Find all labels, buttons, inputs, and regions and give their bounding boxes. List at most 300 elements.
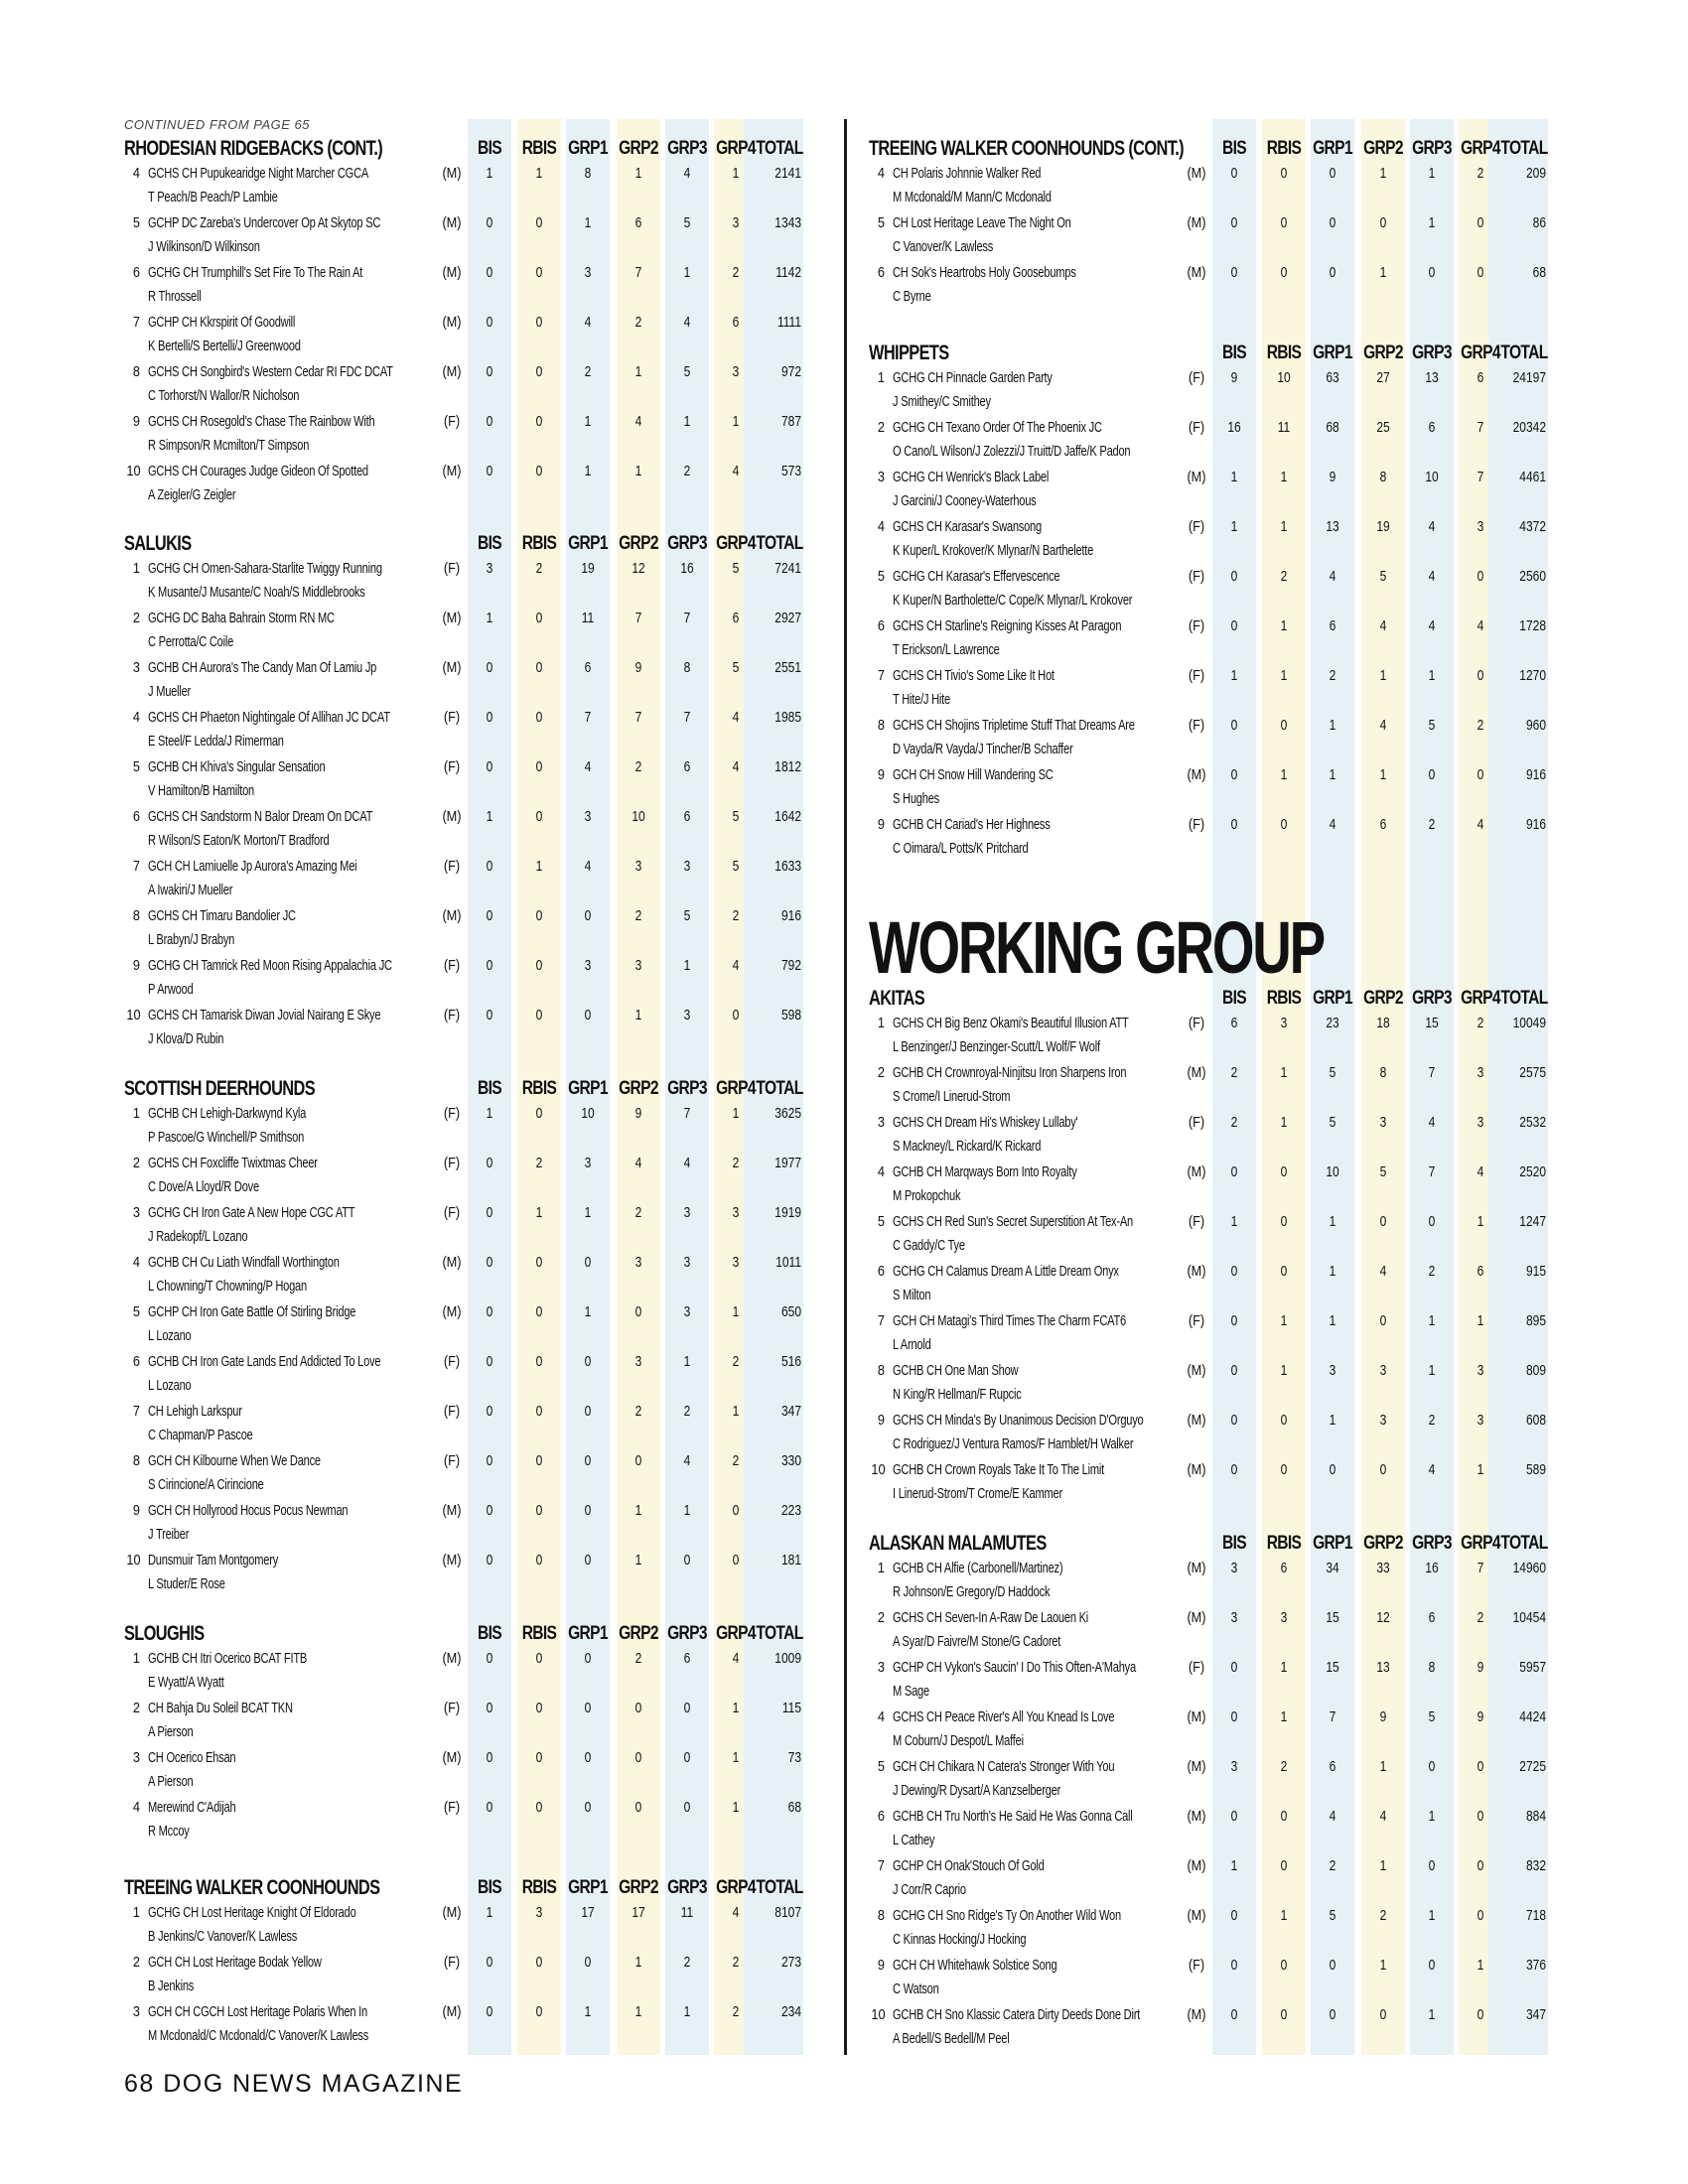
breed-name: TREEING WALKER COONHOUNDS (CONT.) (869, 137, 1185, 160)
table-row (869, 1013, 1567, 1062)
stat-value: 0 (1428, 264, 1436, 281)
rank-number: 8 (132, 907, 140, 924)
sex-indicator: (F) (1188, 667, 1205, 684)
stat-value: 7 (634, 264, 642, 281)
stat-value: 0 (1280, 264, 1288, 281)
sex-indicator: (M) (1187, 1708, 1206, 1725)
stat-value: 2 (732, 1155, 740, 1171)
stat-total: 895 (1525, 1312, 1546, 1329)
table-row (124, 1500, 822, 1550)
rank-number: 10 (126, 1007, 141, 1024)
stat-value: 0 (535, 1303, 543, 1320)
rank-number: 4 (877, 1163, 885, 1180)
stat-value: 0 (1230, 264, 1238, 281)
stat-column-header: TOTAL (756, 533, 803, 554)
stat-value: 7 (1477, 419, 1484, 436)
sex-indicator: (M) (1187, 1263, 1206, 1280)
dog-name: GCHS CH Big Benz Okami's Beautiful Illusion ATT (893, 1015, 1129, 1031)
stat-total: 2532 (1519, 1114, 1546, 1131)
stat-value: 0 (1280, 717, 1288, 734)
stat-column-header: GRP3 (667, 138, 707, 159)
rank-number: 10 (871, 1461, 886, 1478)
table-row (869, 1706, 1567, 1756)
stat-value: 1 (634, 463, 642, 479)
breed-header (124, 137, 822, 163)
stat-column-header: GRP1 (568, 533, 608, 554)
stat-value: 7 (1428, 1064, 1436, 1081)
stat-value: 0 (535, 610, 543, 626)
sex-indicator: (F) (443, 560, 461, 577)
stat-value: 0 (486, 2003, 493, 2020)
rank-number: 7 (132, 314, 140, 331)
stat-value: 0 (535, 659, 543, 676)
dog-name: GCHG CH Calamus Dream A Little Dream Onyx (893, 1263, 1119, 1280)
stat-value: 1 (1428, 165, 1436, 182)
stat-value: 3 (634, 957, 642, 974)
stat-column-header: GRP3 (1412, 988, 1452, 1009)
breed-header (869, 987, 1567, 1013)
stat-value: 0 (683, 1700, 691, 1716)
stat-value: 3 (486, 560, 493, 577)
stat-value: 0 (1477, 568, 1484, 585)
rank-number: 10 (871, 2006, 886, 2023)
owner-names: T Hite/J Hite (893, 691, 950, 708)
stat-value: 4 (1379, 717, 1387, 734)
sex-indicator: (M) (442, 610, 462, 626)
table-row (869, 1261, 1567, 1310)
rank-number: 3 (132, 659, 140, 676)
stat-value: 0 (1230, 165, 1238, 182)
dog-name: GCHG CH Sno Ridge's Ty On Another Wild Won (893, 1907, 1121, 1924)
stat-value: 5 (1428, 717, 1436, 734)
owner-names: T Erickson/L Lawrence (893, 641, 1000, 658)
stat-total: 516 (780, 1353, 801, 1370)
table-row (869, 516, 1567, 566)
owner-names: L Chowning/T Chowning/P Hogan (148, 1278, 307, 1295)
stat-value: 1 (1280, 1659, 1288, 1676)
stat-value: 1 (1329, 1213, 1336, 1230)
stat-value: 1 (1477, 1213, 1484, 1230)
sex-indicator: (M) (442, 659, 462, 676)
stat-value: 6 (1477, 1263, 1484, 1280)
stat-value: 1 (584, 413, 592, 430)
table-row (869, 262, 1567, 312)
stat-column-header: BIS (477, 1623, 502, 1644)
stat-column-header: GRP2 (619, 138, 658, 159)
table-row (869, 1806, 1567, 1855)
stat-value: 0 (1477, 1857, 1484, 1874)
stat-column-header: GRP3 (667, 1877, 707, 1898)
stat-total: 1247 (1519, 1213, 1546, 1230)
stat-total: 5957 (1519, 1659, 1546, 1676)
stat-total: 1011 (775, 1254, 801, 1271)
stat-value: 3 (1230, 1560, 1238, 1576)
breed-name: WHIPPETS (869, 341, 949, 364)
sex-indicator: (F) (443, 1403, 461, 1420)
sex-indicator: (M) (442, 1502, 462, 1519)
sex-indicator: (F) (443, 1700, 461, 1716)
stat-value: 3 (683, 858, 691, 875)
stat-total: 1633 (774, 858, 801, 875)
dog-name: GCHS CH Seven-In A-Raw De Laouen Ki (893, 1609, 1089, 1626)
stat-value: 1 (535, 858, 543, 875)
stat-value: 13 (1376, 1659, 1390, 1676)
rank-number: 9 (877, 766, 885, 783)
sex-indicator: (M) (442, 1904, 462, 1921)
stat-value: 0 (634, 1452, 642, 1469)
dog-name: CH Polaris Johnnie Walker Red (893, 165, 1042, 182)
stat-total: 2141 (774, 165, 801, 182)
sex-indicator: (M) (1187, 1064, 1206, 1081)
dog-name: GCHG CH Iron Gate A New Hope CGC ATT (148, 1204, 355, 1221)
stat-value: 3 (683, 1303, 691, 1320)
stat-value: 1 (1329, 717, 1336, 734)
stat-total: 330 (780, 1452, 801, 1469)
stat-value: 0 (1329, 264, 1336, 281)
stat-value: 1 (1477, 1312, 1484, 1329)
stat-value: 16 (1425, 1560, 1439, 1576)
stat-value: 3 (683, 1254, 691, 1271)
owner-names: R Throssell (148, 288, 202, 305)
rank-number: 1 (877, 1015, 885, 1031)
stat-value: 0 (535, 709, 543, 726)
stat-value: 0 (1230, 1362, 1238, 1379)
stat-value: 15 (1326, 1659, 1339, 1676)
stat-value: 2 (535, 560, 543, 577)
dog-name: GCHG DC Baha Bahrain Storm RN MC (148, 610, 335, 626)
stat-value: 1 (1230, 667, 1238, 684)
stat-value: 0 (1477, 1758, 1484, 1775)
rank-number: 4 (877, 165, 885, 182)
stat-value: 3 (732, 214, 740, 231)
owner-names: C Watson (893, 1980, 939, 1997)
stat-value: 13 (1326, 518, 1339, 535)
stat-value: 23 (1326, 1015, 1339, 1031)
stat-value: 2 (732, 907, 740, 924)
stat-value: 0 (1230, 1808, 1238, 1825)
rank-number: 5 (877, 1758, 885, 1775)
rank-number: 5 (132, 1303, 140, 1320)
table-row (124, 163, 822, 212)
stat-column-header: GRP2 (1363, 988, 1403, 1009)
stat-value: 1 (486, 165, 493, 182)
sex-indicator: (F) (443, 1105, 461, 1122)
dog-name: Merewind C'Adijah (148, 1799, 236, 1816)
stat-value: 1 (634, 2003, 642, 2020)
owner-names: C Rodriguez/J Ventura Ramos/F Hamblet/H Walker (893, 1435, 1134, 1452)
stat-value: 11 (581, 610, 595, 626)
table-row (124, 1648, 822, 1698)
stat-value: 1 (1379, 1857, 1387, 1874)
stat-total: 884 (1525, 1808, 1546, 1825)
stat-total: 2551 (774, 659, 801, 676)
stat-value: 2 (732, 1954, 740, 1971)
dog-name: CH Bahja Du Soleil BCAT TKN (148, 1700, 293, 1716)
owner-names: D Vayda/R Vayda/J Tincher/B Schaffer (893, 741, 1073, 757)
stat-value: 1 (732, 1303, 740, 1320)
stat-value: 4 (1428, 1114, 1436, 1131)
stat-value: 1 (535, 165, 543, 182)
stat-value: 0 (1230, 717, 1238, 734)
stat-column-header: TOTAL (756, 1078, 803, 1099)
stat-value: 0 (486, 907, 493, 924)
stat-value: 4 (634, 1155, 642, 1171)
sex-indicator: (M) (1187, 1560, 1206, 1576)
breed-name: SALUKIS (124, 532, 192, 555)
dog-name: GCHG CH Pinnacle Garden Party (893, 369, 1053, 386)
rank-number: 6 (132, 264, 140, 281)
rank-number: 1 (132, 1904, 140, 1921)
stat-column-header: RBIS (1266, 988, 1302, 1009)
stat-value: 1 (732, 1403, 740, 1420)
stat-value: 1 (634, 165, 642, 182)
stat-value: 0 (1329, 2006, 1336, 2023)
page-footer: 68 DOG NEWS MAGAZINE (124, 2070, 464, 2098)
stat-value: 0 (683, 1799, 691, 1816)
stat-value: 4 (584, 858, 592, 875)
stat-total: 376 (1525, 1957, 1546, 1974)
stat-value: 1 (1379, 766, 1387, 783)
stat-column-header: GRP3 (667, 1078, 707, 1099)
stat-value: 6 (1329, 1758, 1336, 1775)
sex-indicator: (M) (442, 1254, 462, 1271)
stat-value: 0 (1280, 1857, 1288, 1874)
stat-value: 16 (680, 560, 694, 577)
dog-name: GCHS CH Pupukearidge Night Marcher CGCA (148, 165, 369, 182)
stat-value: 0 (1379, 2006, 1387, 2023)
stat-column-header: RBIS (521, 138, 557, 159)
stat-value: 0 (486, 264, 493, 281)
stat-value: 1 (1428, 1312, 1436, 1329)
table-row (869, 1459, 1567, 1509)
rank-number: 9 (877, 1412, 885, 1429)
stat-value: 3 (634, 858, 642, 875)
stat-column-header: RBIS (1266, 1533, 1302, 1554)
sex-indicator: (F) (443, 758, 461, 775)
stat-value: 3 (732, 363, 740, 380)
stat-value: 1 (1379, 165, 1387, 182)
stat-value: 0 (584, 1799, 592, 1816)
stat-value: 4 (1428, 1461, 1436, 1478)
owner-names: E Steel/F Ledda/J Rimerman (148, 733, 284, 750)
stat-total: 20342 (1512, 419, 1546, 436)
stat-value: 0 (1428, 1213, 1436, 1230)
stat-column-header: BIS (477, 1078, 502, 1099)
stat-value: 6 (1230, 1015, 1238, 1031)
stat-value: 3 (1477, 1064, 1484, 1081)
stat-total: 718 (1525, 1907, 1546, 1924)
stat-value: 2 (584, 363, 592, 380)
rank-number: 3 (132, 1204, 140, 1221)
stat-value: 0 (1280, 1163, 1288, 1180)
stat-value: 0 (1477, 1907, 1484, 1924)
stat-value: 1 (1280, 1362, 1288, 1379)
breed-section (124, 1622, 822, 1846)
stat-value: 0 (584, 1353, 592, 1370)
stat-value: 2 (634, 1403, 642, 1420)
stat-value: 1 (1280, 469, 1288, 485)
stat-value: 0 (1379, 214, 1387, 231)
stat-value: 1 (683, 1502, 691, 1519)
stat-column-header: RBIS (521, 1078, 557, 1099)
dog-name: GCHP CH Iron Gate Battle Of Stirling Bridge (148, 1303, 356, 1320)
stat-value: 1 (1477, 1957, 1484, 1974)
breed-name: ALASKAN MALAMUTES (869, 1532, 1047, 1555)
stat-value: 0 (486, 1650, 493, 1667)
rank-number: 7 (132, 858, 140, 875)
owner-names: J Mueller (148, 683, 192, 700)
stat-value: 0 (535, 1452, 543, 1469)
rank-number: 1 (132, 560, 140, 577)
stat-value: 0 (1280, 214, 1288, 231)
stat-value: 4 (1379, 617, 1387, 634)
stat-value: 0 (584, 1749, 592, 1766)
stat-total: 1812 (774, 758, 801, 775)
stat-value: 0 (1230, 1957, 1238, 1974)
stat-value: 1 (1230, 1857, 1238, 1874)
dog-name: GCHB CH Marqways Born Into Royalty (893, 1163, 1077, 1180)
stat-value: 0 (584, 907, 592, 924)
rank-number: 3 (877, 469, 885, 485)
stat-value: 0 (1428, 766, 1436, 783)
sex-indicator: (F) (1188, 1213, 1205, 1230)
sex-indicator: (M) (1187, 165, 1206, 182)
owner-names: K Musante/J Musante/C Noah/S Middlebrooks (148, 584, 365, 601)
stat-value: 6 (1477, 369, 1484, 386)
dog-name: GCHB CH Crownroyal-Ninjitsu Iron Sharpens Iron (893, 1064, 1127, 1081)
table-row (869, 1955, 1567, 2004)
dog-name: GCHG CH Tamrick Red Moon Rising Appalachia JC (148, 957, 392, 974)
stat-value: 1 (1280, 667, 1288, 684)
stat-value: 2 (1230, 1114, 1238, 1131)
stat-value: 1 (1329, 1263, 1336, 1280)
stat-value: 2 (1329, 667, 1336, 684)
stat-value: 0 (486, 1353, 493, 1370)
stat-value: 1 (732, 413, 740, 430)
dog-name: GCHB CH Itri Ocerico BCAT FITB (148, 1650, 308, 1667)
stat-value: 1 (732, 1700, 740, 1716)
stat-value: 2 (1230, 1064, 1238, 1081)
sex-indicator: (M) (1187, 1461, 1206, 1478)
stat-value: 11 (680, 1904, 694, 1921)
sex-indicator: (M) (1187, 1163, 1206, 1180)
stat-value: 0 (535, 1650, 543, 1667)
stat-value: 0 (535, 758, 543, 775)
stat-value: 0 (1280, 816, 1288, 833)
stat-total: 347 (1525, 2006, 1546, 2023)
dog-name: GCHB CH Tru North's He Said He Was Gonna Call (893, 1808, 1133, 1825)
stat-value: 1 (535, 1204, 543, 1221)
stat-total: 234 (780, 2003, 801, 2020)
stat-total: 1142 (775, 264, 801, 281)
sex-indicator: (F) (443, 1204, 461, 1221)
owner-names: P Arwood (148, 981, 194, 998)
stat-value: 0 (486, 1403, 493, 1420)
stat-total: 2520 (1519, 1163, 1546, 1180)
stat-value: 4 (683, 1452, 691, 1469)
dog-name: GCHS CH Sandstorm N Balor Dream On DCAT (148, 808, 373, 825)
stat-value: 17 (581, 1904, 595, 1921)
stat-value: 4 (584, 314, 592, 331)
owner-names: A Syar/D Faivre/M Stone/G Cadoret (893, 1633, 1061, 1650)
owner-names: A Pierson (148, 1773, 194, 1790)
stat-value: 3 (1329, 1362, 1336, 1379)
stat-value: 6 (1280, 1560, 1288, 1576)
stat-column-header: GRP1 (568, 1078, 608, 1099)
stat-value: 4 (732, 709, 740, 726)
stat-total: 2560 (1519, 568, 1546, 585)
stat-value: 1 (1428, 2006, 1436, 2023)
stat-value: 3 (683, 1204, 691, 1221)
stat-total: 2575 (1519, 1064, 1546, 1081)
stat-total: 8107 (774, 1904, 801, 1921)
stat-total: 4424 (1519, 1708, 1546, 1725)
stat-value: 10 (1425, 469, 1439, 485)
stat-value: 6 (1329, 617, 1336, 634)
dog-name: GCH CH Whitehawk Solstice Song (893, 1957, 1057, 1974)
dog-name: GCHG CH Wenrick's Black Label (893, 469, 1050, 485)
stat-value: 3 (584, 808, 592, 825)
dog-name: GCH CH Hollyrood Hocus Pocus Newman (148, 1502, 349, 1519)
owner-names: J Corr/R Caprio (893, 1881, 966, 1898)
stat-total: 916 (780, 907, 801, 924)
stat-value: 1 (1230, 469, 1238, 485)
owner-names: C Oimara/L Potts/K Pritchard (893, 840, 1029, 857)
stat-value: 1 (683, 413, 691, 430)
stat-value: 0 (535, 1403, 543, 1420)
stat-total: 24197 (1512, 369, 1546, 386)
stat-value: 0 (634, 1303, 642, 1320)
stat-column-header: BIS (1221, 138, 1247, 159)
sex-indicator: (F) (1188, 1957, 1205, 1974)
stat-value: 7 (683, 709, 691, 726)
rank-number: 8 (132, 363, 140, 380)
stat-value: 0 (535, 413, 543, 430)
stat-value: 3 (1477, 518, 1484, 535)
stat-column-header: BIS (1221, 342, 1247, 363)
stat-value: 1 (1280, 1312, 1288, 1329)
stat-total: 1111 (776, 314, 801, 331)
sex-indicator: (F) (1188, 568, 1205, 585)
stat-value: 6 (683, 1650, 691, 1667)
rank-number: 2 (132, 610, 140, 626)
dog-name: GCHS CH Starline's Reigning Kisses At Paragon (893, 617, 1122, 634)
stat-value: 0 (486, 1254, 493, 1271)
stat-value: 0 (486, 1452, 493, 1469)
stat-total: 915 (1525, 1263, 1546, 1280)
stat-value: 1 (486, 808, 493, 825)
stat-total: 1919 (774, 1204, 801, 1221)
stat-total: 181 (780, 1552, 801, 1569)
rank-number: 6 (877, 264, 885, 281)
stat-value: 2 (1379, 1907, 1387, 1924)
stat-value: 5 (1329, 1064, 1336, 1081)
stat-column-header: GRP4 (716, 1078, 756, 1099)
stat-value: 1 (486, 610, 493, 626)
stat-value: 0 (1477, 667, 1484, 684)
owner-names: L Brabyn/J Brabyn (148, 931, 235, 948)
rank-number: 6 (877, 1263, 885, 1280)
stat-value: 4 (1379, 1263, 1387, 1280)
sex-indicator: (F) (1188, 419, 1205, 436)
owner-names: M Mcdonald/M Mann/C Mcdonald (893, 189, 1052, 205)
dog-name: GCHS CH Minda's By Unanimous Decision D'Orguyo (893, 1412, 1144, 1429)
stat-value: 8 (1379, 469, 1387, 485)
table-row (124, 1005, 822, 1054)
rank-number: 10 (126, 1552, 141, 1569)
stat-value: 0 (486, 1799, 493, 1816)
stat-column-header: BIS (1221, 1533, 1247, 1554)
